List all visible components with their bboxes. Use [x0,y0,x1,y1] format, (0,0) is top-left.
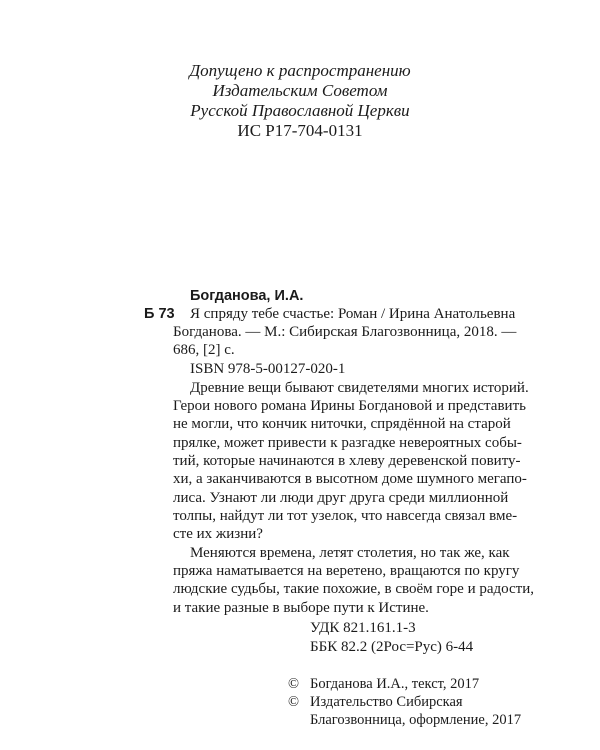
title-line: Я спряду тебе счастье: Роман / Ирина Анатольевна [190,306,516,322]
annotation-line: хи, а заканчиваются в высотном доме шумного мегапо- [173,471,527,487]
copyright-line: Богданова И.А., текст, 2017 [310,676,480,692]
title-line: 686, [2] с. [173,342,235,358]
annotation-line: Меняются времена, летят столетия, но так же, как [190,545,510,561]
udk-code: УДК 821.161.1-3 [310,620,416,636]
copyright-symbol: © [288,694,300,710]
copyright-line: Издательство Сибирская [310,694,463,710]
annotation-line: толпы, найдут ли тот узелок, что навсегда связал вме- [173,508,518,524]
annotation-line: пряжа наматывается на веретено, вращаются по кругу [173,563,520,579]
copyright-symbol: © [288,676,300,692]
bbk-code: ББК 82.2 (2Рос=Рус) 6-44 [310,639,474,655]
annotation-line: и такие разные в выборе пути к Истине. [173,600,429,616]
church-approval-block [150,61,450,141]
annotation-line: людские судьбы, такие похожие, в своём горе и радости, [173,581,535,597]
annotation-line: лиса. Узнают ли люди друг друга среди миллионной [173,490,509,506]
annotation-line: тий, которые начинаются в хлеву деревенской повиту- [173,453,521,469]
annotation-line: прялке, может привести к разгадке невероятных собы- [173,435,522,451]
annotation-line: не могли, что кончик ниточки, спрядённой на старой [173,416,511,432]
author-heading: Богданова, И.А. [190,288,304,304]
approval-code: ИС Р17-704-0131 [237,121,363,140]
approval-line: Русской Православной Церкви [190,101,410,120]
isbn: ISBN 978-5-00127-020-1 [190,361,346,377]
copyright-line: Благозвонница, оформление, 2017 [310,712,522,728]
approval-line: Издательским Советом [212,81,388,100]
annotation-line: Древние вещи бывают свидетелями многих историй. [190,380,529,396]
title-line: Богданова. — М.: Сибирская Благозвонница, 2018. — [173,324,517,340]
annotation-line: сте их жизни? [173,526,263,542]
annotation-line: Герои нового романа Ирины Богдановой и представить [173,398,526,414]
approval-line: Допущено к распространению [189,61,411,80]
author-mark: Б 73 [144,306,175,322]
